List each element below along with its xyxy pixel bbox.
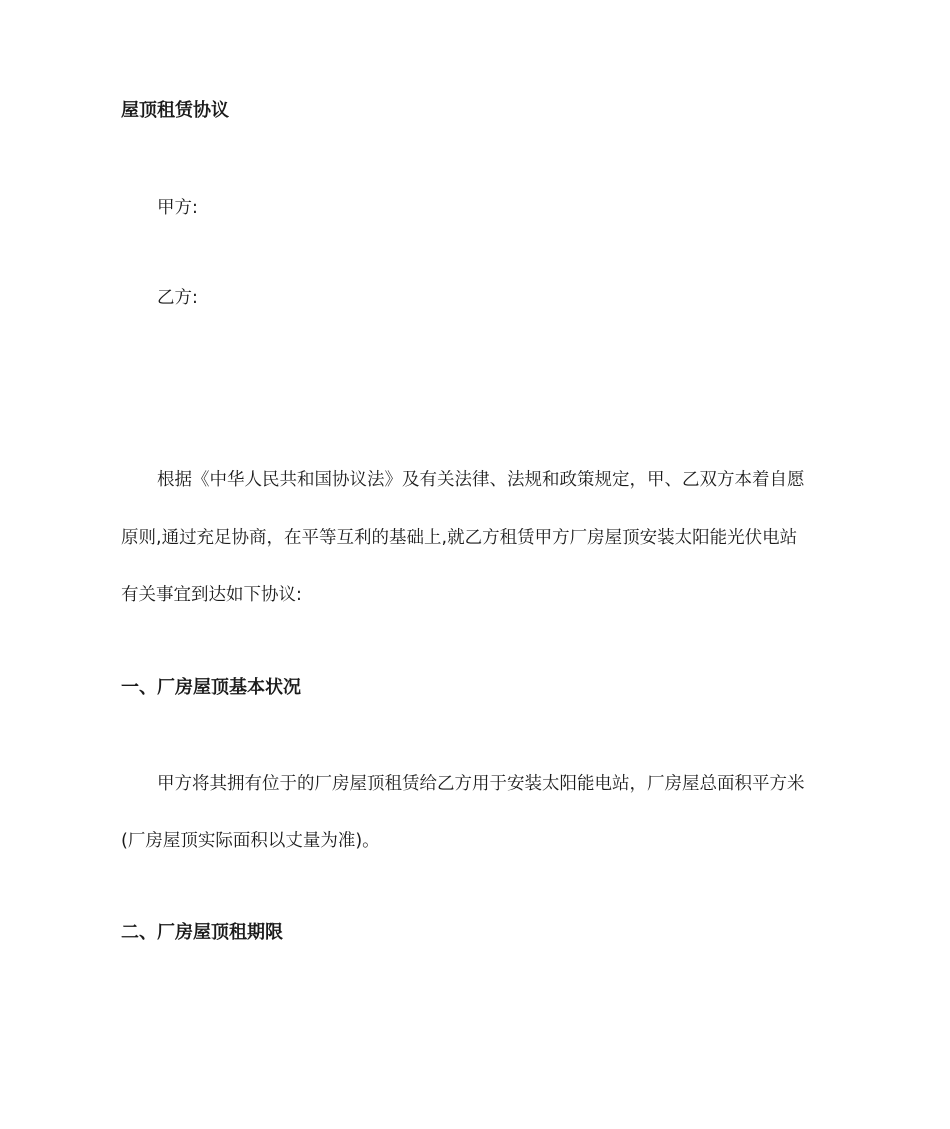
section-1-line-2: (厂房屋顶实际面积以丈量为准)。 (121, 831, 380, 851)
preamble-line-3: 有关事宜到达如下协议: (121, 585, 302, 605)
section-2-heading: 二、厂房屋顶租期限 (121, 922, 283, 943)
document-title: 屋顶租赁协议 (121, 100, 229, 121)
section-1-line-1: 甲方将其拥有位于的厂房屋顶租赁给乙方用于安装太阳能电站，厂房屋总面积平方米 (157, 774, 805, 794)
section-1-heading: 一、厂房屋顶基本状况 (121, 677, 301, 698)
party-b-label: 乙方: (157, 288, 198, 308)
preamble-line-1: 根据《中华人民共和国协议法》及有关法律、法规和政策规定，甲、乙双方本着自愿 (157, 470, 805, 490)
preamble-line-2: 原则,通过充足协商，在平等互利的基础上,就乙方租赁甲方厂房屋顶安装太阳能光伏电站 (121, 528, 798, 548)
party-a-label: 甲方: (157, 198, 198, 218)
